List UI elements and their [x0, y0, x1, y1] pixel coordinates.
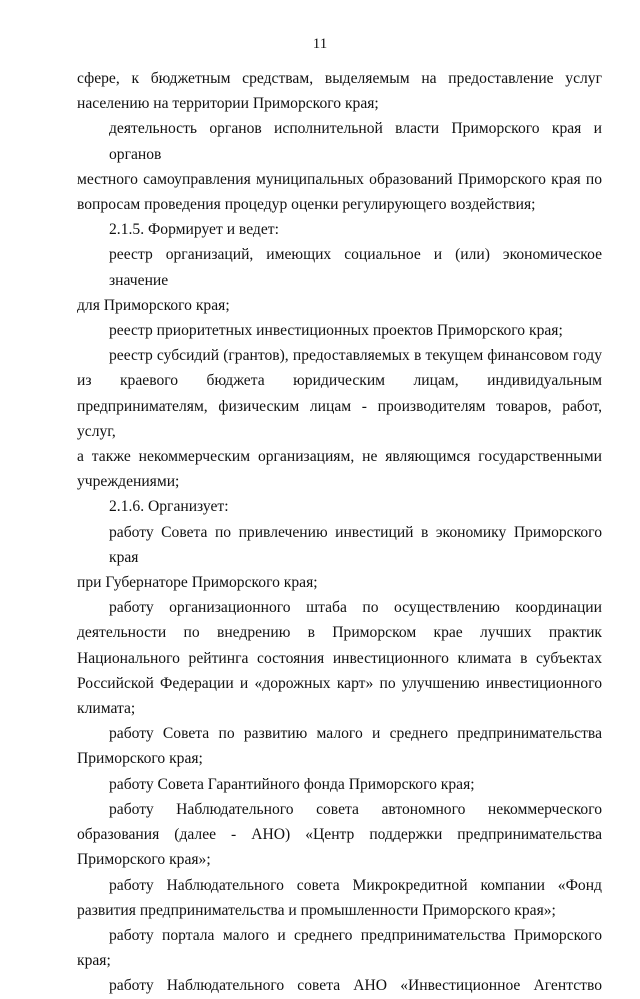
- text-line: Национального рейтинга состояния инвестиционного климата в субъектах: [77, 649, 602, 667]
- text-line: Российской Федерации и «дорожных карт» по улучшению инвестиционного: [77, 674, 602, 692]
- text-line: сфере, к бюджетным средствам, выделяемым на предоставление услуг: [77, 70, 602, 87]
- text-line: для Приморского края;: [77, 296, 230, 314]
- text-line: населению на территории Приморского края;: [77, 95, 379, 113]
- text-line: реестр субсидий (грантов), предоставляемых в текущем финансовом году: [109, 347, 602, 365]
- text-line: местного самоуправления муниципальных образований Приморского края по: [77, 170, 602, 188]
- text-line: работу Совета по развитию малого и среднего предпринимательства: [109, 725, 602, 743]
- text-line: реестр приоритетных инвестиционных проектов Приморского края;: [109, 322, 563, 340]
- page-number: 11: [312, 36, 328, 52]
- text-line: 2.1.6. Организует:: [109, 498, 229, 516]
- text-line: работу Наблюдательного совета автономного некоммерческого: [109, 800, 602, 818]
- text-line: работу Совета Гарантийного фонда Приморского края;: [109, 775, 475, 793]
- text-line: развития предпринимательства и промышленности Приморского края»;: [77, 901, 556, 919]
- text-line: Приморского края»;: [77, 851, 211, 869]
- text-line: учреждениями;: [77, 473, 180, 491]
- text-line: края;: [77, 952, 111, 970]
- text-line: Приморского края;: [77, 750, 203, 768]
- text-line: работу организационного штаба по осуществлению координации: [109, 599, 602, 617]
- text-line: образования (далее - АНО) «Центр поддержки предпринимательства: [77, 826, 602, 844]
- text-line: реестр организаций, имеющих социальное и (или) экономическое значение: [109, 246, 602, 289]
- text-line: работу портала малого и среднего предпринимательства Приморского: [109, 926, 602, 944]
- text-line: вопросам проведения процедур оценки регулирующего воздействия;: [77, 196, 536, 214]
- text-line: деятельности по внедрению в Приморском крае лучших практик: [77, 624, 602, 642]
- text-line: работу Совета по привлечению инвестиций в экономику Приморского края: [109, 523, 602, 566]
- document-body: [77, 66, 602, 999]
- text-line: предпринимателям, физическим лицам - производителям товаров, работ, услуг,: [77, 397, 602, 440]
- text-line: климата;: [77, 700, 136, 718]
- text-line: работу Наблюдательного совета Микрокредитной компании «Фонд: [109, 876, 602, 894]
- text-line: деятельность органов исполнительной власти Приморского края и органов: [109, 120, 602, 163]
- text-line: а также некоммерческим организациям, не являющимся государственными: [77, 448, 602, 466]
- text-line: 2.1.5. Формирует и ведет:: [109, 221, 279, 239]
- text-line: работу Наблюдательного совета АНО «Инвестиционное Агентство: [109, 977, 602, 995]
- text-line: из краевого бюджета юридическим лицам, индивидуальным: [77, 372, 602, 390]
- text-line: при Губернаторе Приморского края;: [77, 574, 318, 592]
